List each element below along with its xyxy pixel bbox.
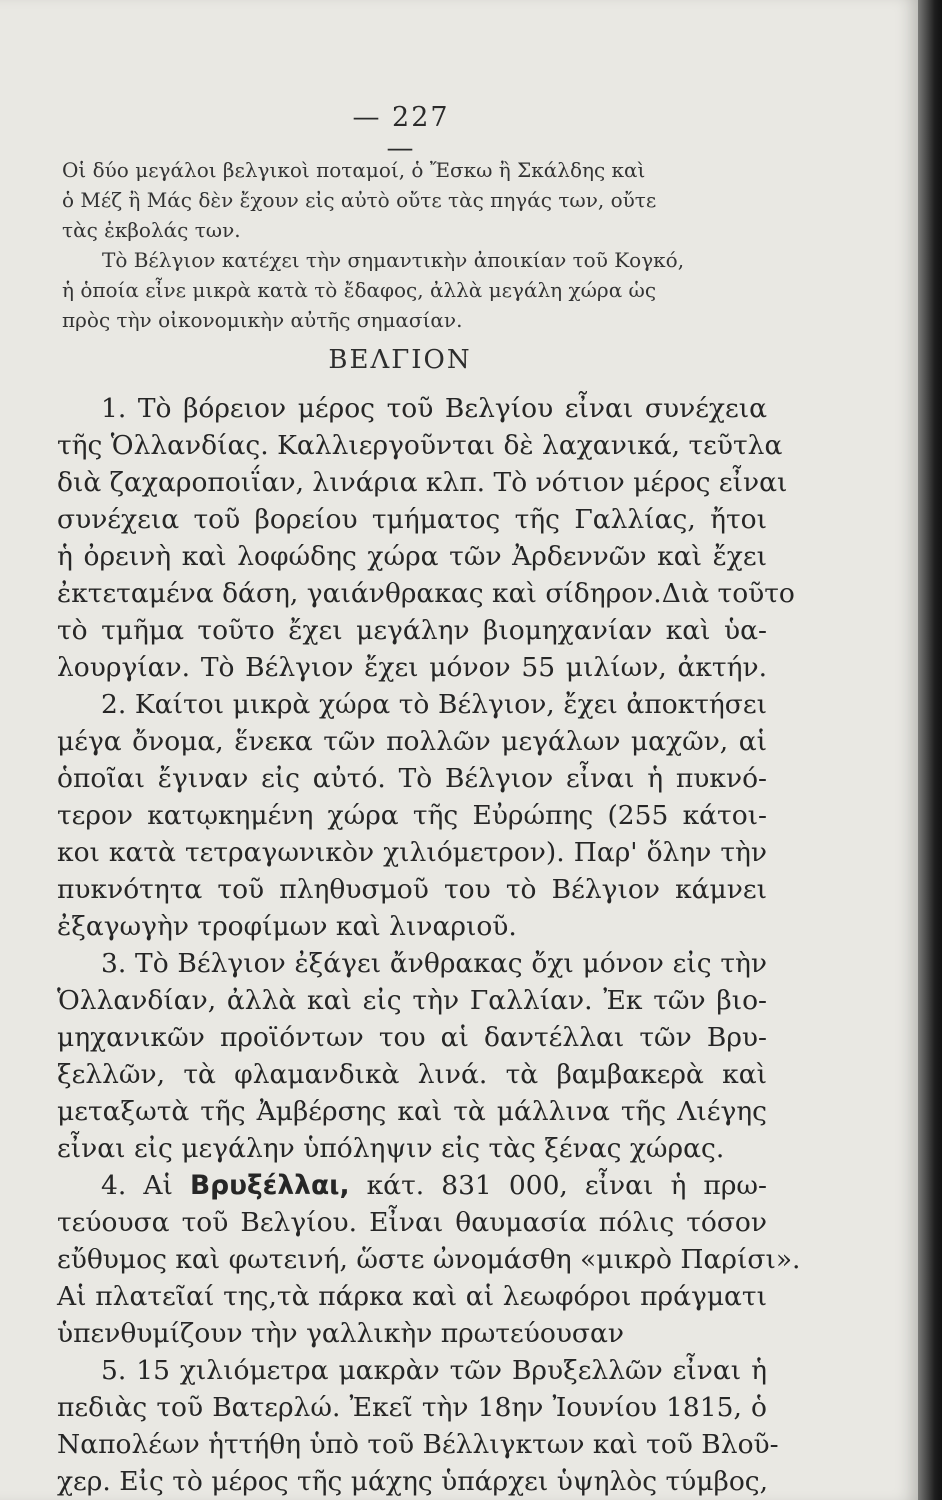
text-line: τερον κατῳκημένη χώρα τῆς Εὐρώπης (255 κάτοι- <box>57 800 767 831</box>
text-line: μεταξωτὰ τῆς Ἀμβέρσης καὶ τὰ μάλλινα τῆς Λιέγης <box>57 1096 767 1127</box>
text-line: συνέχεια τοῦ βορείου τμήματος τῆς Γαλλίας, ἤτοι <box>57 504 767 535</box>
intro-line: τὰς ἐκβολάς των. <box>62 218 241 242</box>
text-line: 2. Καίτοι μικρὰ χώρα τὸ Βέλγιον, ἔχει ἀποκτήσει <box>101 689 767 720</box>
text-line: μηχανικῶν προϊόντων του αἱ δαντέλλαι τῶν Βρυ- <box>57 1022 767 1053</box>
text-line: Αἱ πλατεῖαί της,τὰ πάρκα καὶ αἱ λεωφόροι πράγματι <box>57 1281 767 1312</box>
intro-line: πρὸς τὴν οἰκονομικὴν αὐτῆς σημασίαν. <box>62 308 463 332</box>
page-number: — 227 — <box>352 102 450 164</box>
intro-line: ἡ ὁποία εἶνε μικρὰ κατὰ τὸ ἔδαφος, ἀλλὰ μεγάλη χώρα ὡς <box>62 278 657 302</box>
text-line: τὸ τμῆμα τοῦτο ἔχει μεγάλην βιομηχανίαν καὶ ὑα- <box>57 615 767 646</box>
intro-line: ὁ Μέζ ἢ Μάς δὲν ἔχουν εἰς αὐτὸ οὔτε τὰς πηγάς των, οὔτε <box>62 188 657 212</box>
text-line: τεύουσα τοῦ Βελγίου. Εἶναι θαυμασία πόλις τόσον <box>57 1207 767 1238</box>
text-line: εὔθυμος καὶ φωτεινή, ὥστε ὠνομάσθη «μικρὸ Παρίσι». <box>57 1244 801 1275</box>
text-line: ξελλῶν, τὰ φλαμανδικὰ λινά. τὰ βαμβακερὰ καὶ <box>57 1059 767 1090</box>
city-name-bold: Βρυξέλλαι, <box>189 1170 350 1201</box>
text-line: 1. Τὸ βόρειον μέρος τοῦ Βελγίου εἶναι συνέχεια <box>101 393 767 424</box>
text-line: 5. 15 χιλιόμετρα μακρὰν τῶν Βρυξελλῶν εἶναι ἡ <box>101 1355 767 1386</box>
text-segment: 4. Αἱ <box>101 1170 190 1201</box>
text-line: ὁποῖαι ἔγιναν εἰς αὐτό. Τὸ Βέλγιον εἶναι ἡ πυκνό- <box>57 763 767 794</box>
text-line: χερ. Εἰς τὸ μέρος τῆς μάχης ὑπάρχει ὑψηλὸς τύμβος, <box>57 1466 769 1497</box>
text-line: Ὁλλανδίαν, ἀλλὰ καὶ εἰς τὴν Γαλλίαν. Ἐκ τῶν βιο- <box>57 985 767 1016</box>
text-line: πυκνότητα τοῦ πληθυσμοῦ του τὸ Βέλγιον κάμνει <box>57 874 767 905</box>
text-line: 3. Τὸ Βέλγιον ἐξάγει ἄνθρακας ὄχι μόνον εἰς τὴν <box>101 948 767 979</box>
text-line: διὰ ζαχαροποιΐαν, λινάρια κλπ. Τὸ νότιον μέρος εἶναι <box>57 467 788 498</box>
text-line: ἐκτεταμένα δάση, γαιάνθρακας καὶ σίδηρον.Διὰ τοῦτο <box>57 578 795 609</box>
text-segment: κάτ. 831 000, εἶναι ἡ πρω- <box>349 1170 767 1201</box>
text-line: τῆς Ὁλλανδίας. Καλλιεργοῦνται δὲ λαχανικά, τεῦτλα <box>57 430 783 461</box>
text-line: ὑπενθυμίζουν τὴν γαλλικὴν πρωτεύουσαν <box>57 1318 625 1349</box>
text-line: εἶναι εἰς μεγάλην ὑπόληψιν εἰς τὰς ξένας χώρας. <box>57 1133 725 1164</box>
text-line: κοι κατὰ τετραγωνικὸν χιλιόμετρον). Παρ' ὅλην τὴν <box>57 837 767 868</box>
text-line: πεδιὰς τοῦ Βατερλώ. Ἐκεῖ τὴν 18ην Ἰουνίου 1815, ὁ <box>57 1392 767 1423</box>
text-line: μέγα ὄνομα, ἕνεκα τῶν πολλῶν μεγάλων μαχῶν, αἱ <box>57 726 767 757</box>
text-line: Ναπολέων ἡττήθη ὑπὸ τοῦ Βέλλιγκτων καὶ τοῦ Βλοῦ- <box>57 1429 779 1460</box>
intro-line: Οἱ δύο μεγάλοι βελγικοὶ ποταμοί, ὁ Ἔσκω ἢ Σκάλδης καὶ <box>62 158 646 182</box>
book-spine-edge <box>918 0 942 1500</box>
text-line: ἐξαγωγὴν τροφίμων καὶ λιναριοῦ. <box>57 911 517 942</box>
intro-line: Τὸ Βέλγιον κατέχει τὴν σημαντικὴν ἀποικίαν τοῦ Κογκό, <box>102 248 685 272</box>
text-line <box>57 1169 767 1203</box>
text-line: ἡ ὀρεινὴ καὶ λοφώδης χώρα τῶν Ἀρδεννῶν καὶ ἔχει <box>57 541 767 572</box>
section-heading: ΒΕΛΓΙΟΝ <box>328 345 472 375</box>
text-line: λουργίαν. Τὸ Βέλγιον ἔχει μόνον 55 μιλίων, ἀκτήν. <box>57 652 767 683</box>
